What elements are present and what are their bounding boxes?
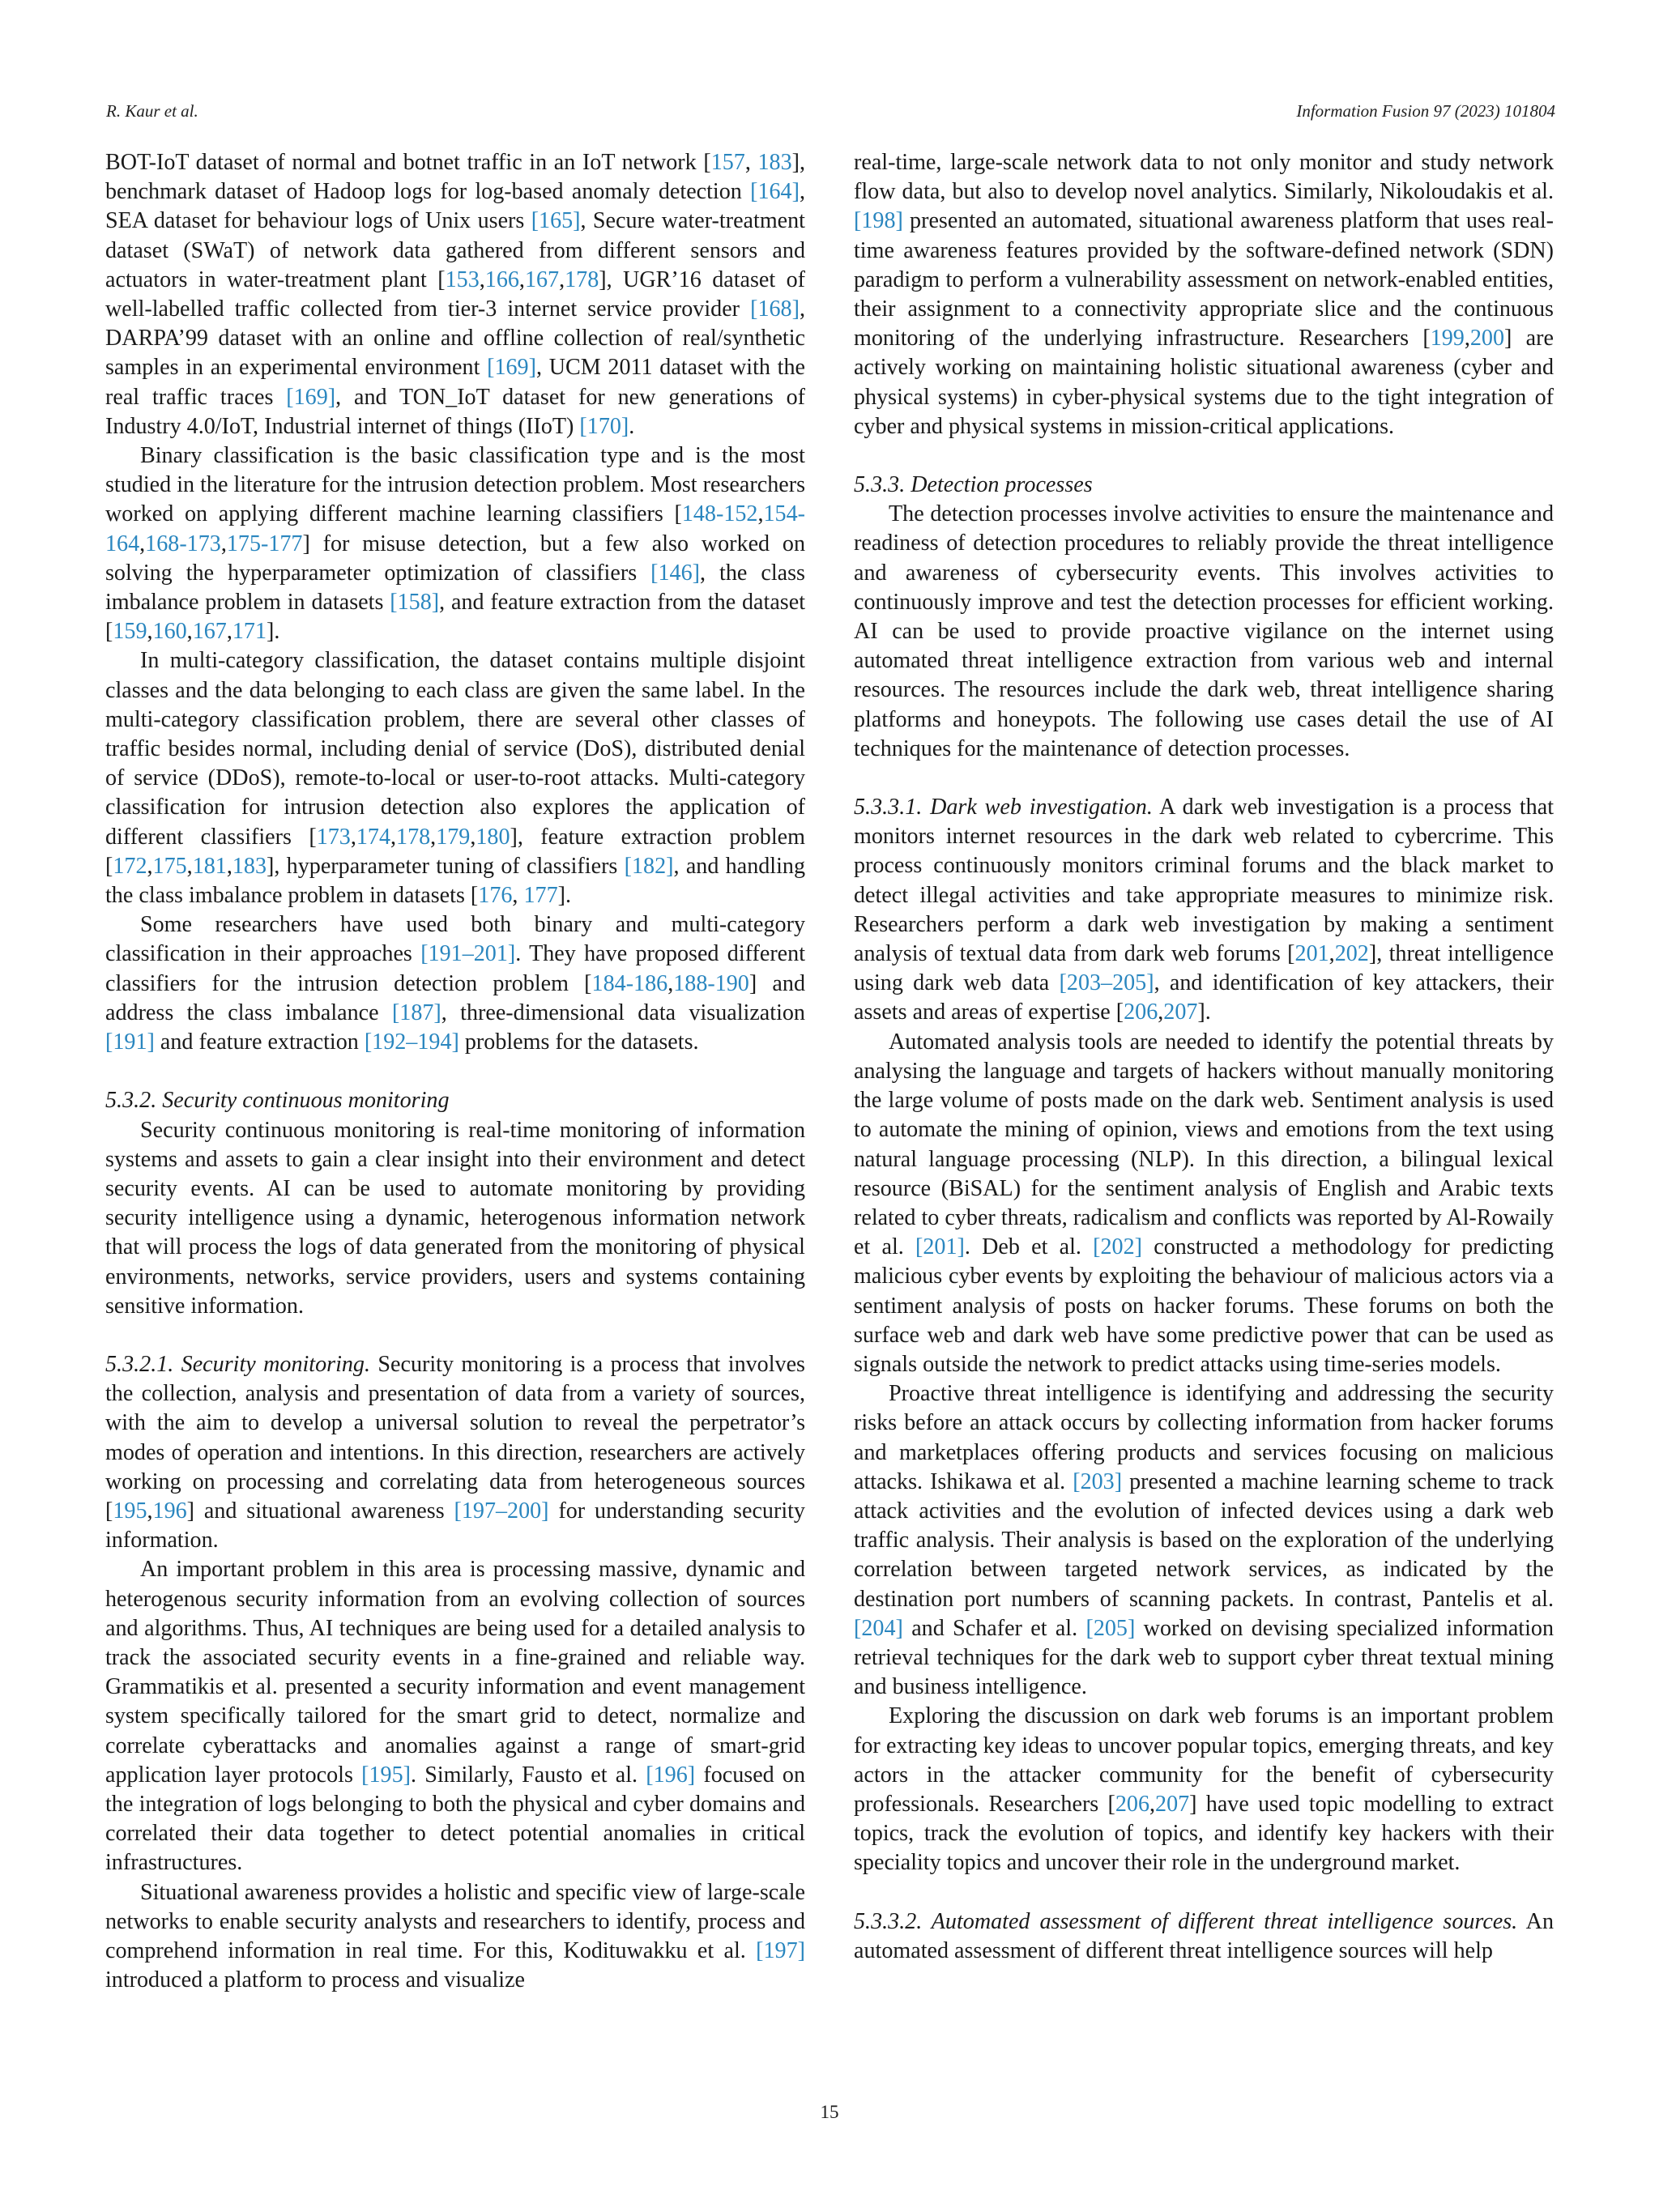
citation-link[interactable]: [170]: [579, 413, 629, 439]
citation-link[interactable]: 175: [152, 853, 187, 879]
citation-link[interactable]: 202: [1334, 941, 1369, 967]
citation-link[interactable]: 157: [710, 150, 745, 175]
citation-link[interactable]: [201]: [915, 1234, 965, 1260]
citation-link[interactable]: 178: [396, 824, 431, 850]
citation-link[interactable]: 181: [192, 853, 227, 879]
citation-link[interactable]: [203]: [1073, 1468, 1123, 1494]
paragraph: [105, 1350, 805, 1555]
page-number: 15: [820, 2102, 839, 2122]
citation-link[interactable]: 179: [436, 824, 471, 850]
citation-link[interactable]: 184-186: [591, 970, 668, 996]
citation-link[interactable]: 200: [1469, 326, 1504, 352]
citation-link[interactable]: [187]: [391, 999, 441, 1025]
citation-link[interactable]: [203–205]: [1059, 970, 1154, 996]
paragraph: [854, 1907, 1554, 1966]
paragraph-body: A dark web investigation is a process that monitors internet resources in the dark web related to cybercrime. This process continuously monitors criminal forums and the black market to detect illegal activities and take appropriate measures to minimize risk. Researchers perform a dark web investigation by making a sentiment analysis of textual data from dark web forums [201,202], threat intelligence using dark web data [203–205], and identification of key attackers, their assets and areas of expertise [206,207].: [854, 795, 1555, 1025]
paragraph: BOT-IoT dataset of normal and botnet traffic in an IoT network [157, 183], benchmark dataset of Hadoop logs for log-based anomaly detection [164], SEA dataset for behaviour logs of Unix users [165], Secure water-treatment dataset (SWaT) of network data gathered from different sensors and actuators in water-treatment plant [153,166,167,178], UGR’16 dataset of well-labelled traffic collected from tier-3 internet service provider [168], DARPA’99 dataset with an online and offline collection of real/synthetic samples in an experimental environment [169], UCM 2011 dataset with the real traffic traces [169], and TON_IoT dataset for new generations of Industry 4.0/IoT, Industrial internet of things (IIoT) [170].: [105, 150, 806, 439]
paragraph: Security continuous monitoring is real-time monitoring of information systems and assets to gain a clear insight into their environment and detect security events. AI can be used to automate monitoring by providing security intelligence using a dynamic, heterogenous information network that will process the logs of data generated from the monitoring of physical environments, networks, service providers, users and systems containing sensitive information.: [105, 1117, 805, 1319]
running-header-journal: Information Fusion 97 (2023) 101804: [1296, 101, 1555, 121]
citation-link[interactable]: [192–194]: [364, 1029, 459, 1055]
paragraph: Situational awareness provides a holistic and specific view of large-scale networks to enable security analysts and researchers to identify, process and comprehend information in real time. For this, Kodituwakku et al. [197] introduced a platform to process and visualize: [105, 1879, 805, 1993]
citation-link[interactable]: 183: [232, 853, 267, 879]
citation-link[interactable]: [197–200]: [454, 1498, 549, 1524]
paragraph: Binary classification is the basic classification type and is the most studied in the literature for the intrusion detection problem. Most researchers worked on applying different machine learning classifiers [148-152,154-164,168-173,175-177] for misuse detection, but a few also worked on solving the hyperparameter optimization of classifiers [146], the class imbalance problem in datasets [158], and feature extraction from the dataset [159,160,167,171].: [105, 443, 806, 645]
citation-link[interactable]: 171: [232, 619, 267, 645]
paragraph: [854, 793, 1554, 1028]
citation-link[interactable]: 173: [316, 824, 351, 850]
paragraph: In multi-category classification, the dataset contains multiple disjoint classes and the data belonging to each class are given the same label. In the multi-category classification problem, there are several other classes of traffic besides normal, including denial of service (DoS), distributed denial of service (DDoS), remote-to-local or user-to-root attacks. Multi-category classification for intrusion detection also explores the application of different classifiers [173,174,178,179,180], feature extraction problem [172,175,181,183], hyperparameter tuning of classifiers [182], and handling the class imbalance problem in datasets [176, 177].: [105, 648, 805, 909]
citation-link[interactable]: 177: [523, 883, 558, 909]
citation-link[interactable]: [165]: [531, 208, 581, 234]
citation-link[interactable]: 166: [484, 266, 519, 292]
citation-link[interactable]: [146]: [650, 560, 700, 586]
citation-link[interactable]: 178: [565, 266, 599, 292]
paragraph: An important problem in this area is processing massive, dynamic and heterogenous security information from an evolving collection of sources and algorithms. Thus, AI techniques are being used for a detailed analysis to track the associated security events in a fine-grained and reliable way. Grammatikis et al. presented a security information and event management system specifically tailored for the smart grid to detect, normalize and correlate cyberattacks and anomalies against a range of smart-grid application layer protocols [195]. Similarly, Fausto et al. [196] focused on the integration of logs belonging to both the physical and cyber domains and correlated their data together to detect potential anomalies in critical infrastructures.: [105, 1557, 805, 1876]
citation-link[interactable]: 148-152: [681, 501, 758, 527]
citation-link[interactable]: [191]: [105, 1029, 155, 1055]
citation-link[interactable]: 168-173: [145, 531, 221, 556]
paragraph-body: An automated assessment of different threat intelligence sources will help: [854, 1908, 1554, 1963]
citation-link[interactable]: 206: [1124, 999, 1158, 1025]
paragraph: Exploring the discussion on dark web forums is an important problem for extracting key ideas to uncover popular topics, emerging threats, and key actors in the attacker community for the benefit of cybersecurity professionals. Researchers [206,207] have used topic modelling to extract topics, track the evolution of topics, and identify key hackers with their speciality topics and uncover their role in the underground market.: [854, 1703, 1554, 1876]
citation-link[interactable]: 174: [356, 824, 390, 850]
citation-link[interactable]: [195]: [361, 1762, 411, 1788]
section-heading: 5.3.3. Detection processes: [854, 472, 1093, 498]
citation-link[interactable]: [182]: [624, 853, 674, 879]
subsection-title: 5.3.3.2. Automated assessment of different threat intelligence sources.: [854, 1908, 1518, 1934]
citation-link[interactable]: 176: [478, 883, 513, 909]
citation-link[interactable]: [164]: [750, 179, 800, 205]
citation-link[interactable]: [169]: [286, 384, 336, 410]
citation-link[interactable]: 207: [1155, 1791, 1190, 1817]
citation-link[interactable]: [197]: [756, 1937, 805, 1963]
citation-link[interactable]: 172: [113, 853, 147, 879]
paragraph: Proactive threat intelligence is identifying and addressing the security risks before an attack occurs by collecting information from hacker forums and marketplaces offering products and services focusing on malicious attacks. Ishikawa et al. [203] presented a machine learning scheme to track attack activities and the evolution of infected devices using a dark web traffic analysis. Their analysis is based on the exploration of the underlying correlation between targeted network services, as indicated by the destination port numbers of scanning packets. In contrast, Pantelis et al. [204] and Schafer et al. [205] worked on devising specialized information retrieval techniques for the dark web to support cyber threat textual mining and business intelligence.: [854, 1381, 1555, 1700]
citation-link[interactable]: [205]: [1085, 1615, 1136, 1641]
citation-link[interactable]: 201: [1294, 941, 1329, 967]
citation-link[interactable]: 188-190: [673, 970, 749, 996]
citation-link[interactable]: [196]: [646, 1762, 696, 1788]
citation-link[interactable]: [169]: [487, 355, 536, 381]
running-header-authors: R. Kaur et al.: [106, 101, 198, 121]
paragraph: real-time, large-scale network data to not only monitor and study network flow data, but also to develop novel analytics. Similarly, Nikoloudakis et al. [198] presented an automated, situational awareness platform that uses real-time awareness features provided by the software-defined network (SDN) paradigm to perform a vulnerability assessment on network-enabled entities, their assignment to a connectivity appropriate slice and the continuous monitoring of the underlying infrastructure. Researchers [199,200] are actively working on maintaining holistic situational awareness (cyber and physical systems) in cyber-physical systems due to the tight integration of cyber and physical systems in mission-critical applications.: [854, 150, 1554, 439]
citation-link[interactable]: 153: [445, 266, 480, 292]
citation-link[interactable]: 180: [476, 824, 510, 850]
section-heading: 5.3.2. Security continuous monitoring: [105, 1088, 450, 1114]
citation-link[interactable]: 175-177: [226, 531, 303, 556]
citation-link[interactable]: 195: [113, 1498, 147, 1524]
citation-link[interactable]: 199: [1430, 326, 1465, 352]
citation-link[interactable]: 183: [757, 150, 792, 175]
citation-link[interactable]: [198]: [854, 208, 903, 234]
citation-link[interactable]: 206: [1115, 1791, 1149, 1817]
citation-link[interactable]: 167: [524, 266, 560, 292]
paragraph: Automated analysis tools are needed to identify the potential threats by analysing the language and targets of hackers without manually monitoring the large volume of posts made on the dark web. Sentiment analysis is used to automate the mining of opinion, views and emotions from the text using natural language processing (NLP). In this direction, a bilingual lexical resource (BiSAL) for the sentiment analysis of English and Arabic texts related to cyber threats, radicalism and conflicts was reported by Al-Rowaily et al. [201]. Deb et al. [202] constructed a methodology for predicting malicious cyber events by exploiting the behaviour of malicious actors via a sentiment analysis of posts on hacker forums. These forums on both the surface web and dark web have some predictive power that can be used as signals outside the network to predict attacks using time-series models.: [854, 1029, 1554, 1377]
paragraph-body: Security monitoring is a process that involves the collection, analysis and presentation of data from a variety of sources, with the aim to develop a universal solution to reveal the perpetrator’s modes of operation and intentions. In this direction, researchers are actively working on processing and correlating data from heterogeneous sources [195,196] and situational awareness [197–200] for understanding security information.: [105, 1351, 805, 1554]
left-column: [105, 148, 805, 1995]
citation-link[interactable]: [202]: [1093, 1234, 1143, 1260]
subsection-title: 5.3.3.1. Dark web investigation.: [854, 795, 1153, 820]
citation-link[interactable]: 160: [152, 619, 187, 645]
citation-link[interactable]: 207: [1163, 999, 1198, 1025]
citation-link[interactable]: [158]: [390, 590, 440, 616]
citation-link[interactable]: 167: [192, 619, 227, 645]
citation-link[interactable]: 159: [113, 619, 147, 645]
citation-link[interactable]: [191–201]: [420, 941, 516, 967]
paragraph: Some researchers have used both binary and multi-category classification in their approaches [191–201]. They have proposed different classifiers for the intrusion detection problem [184-186,188-190] and address the class imbalance [187], three-dimensional data visualization [191] and feature extraction [192–194] problems for the datasets.: [105, 912, 805, 1055]
citation-link[interactable]: [204]: [854, 1615, 903, 1641]
citation-link[interactable]: 196: [152, 1498, 187, 1524]
subsection-title: 5.3.2.1. Security monitoring.: [105, 1351, 370, 1377]
citation-link[interactable]: 154-164: [105, 501, 805, 556]
citation-link[interactable]: [168]: [750, 296, 800, 322]
right-column: [854, 148, 1554, 1966]
paragraph: The detection processes involve activities to ensure the maintenance and readiness of detection procedures to reliably provide the threat intelligence and awareness of cybersecurity events. This involves activities to continuously improve and test the detection processes for efficient working. AI can be used to provide proactive vigilance on the internet using automated threat intelligence extraction from various web and internal resources. The resources include the dark web, threat intelligence sharing platforms and honeypots. The following use cases detail the use of AI techniques for the maintenance of detection processes.: [854, 501, 1554, 761]
